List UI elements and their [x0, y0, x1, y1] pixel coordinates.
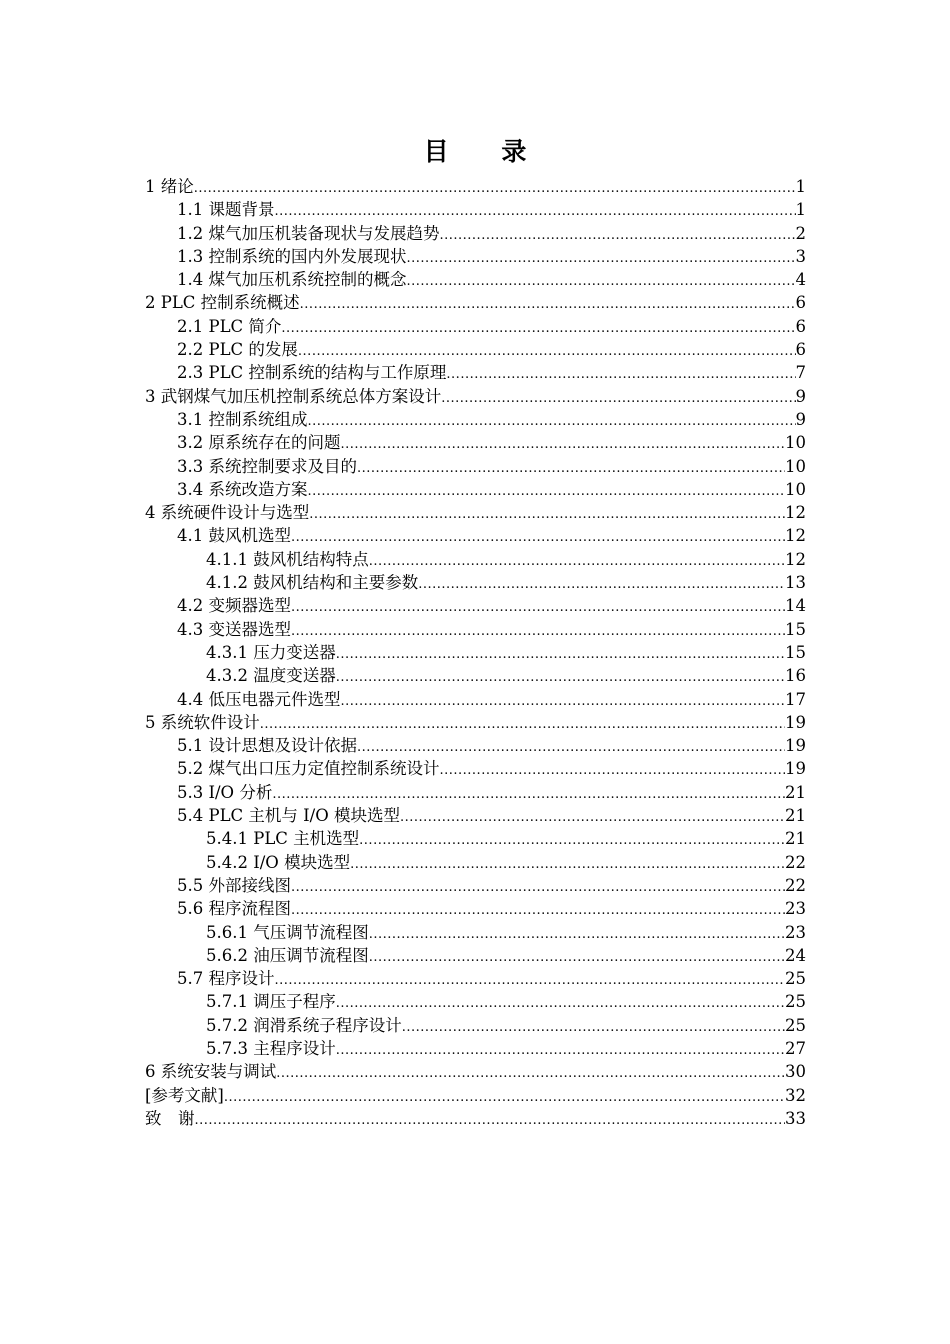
toc-entry[interactable] [145, 781, 806, 804]
toc-entry-label: 4.4 低压电器元件选型 [177, 689, 341, 709]
toc-entry[interactable] [145, 897, 806, 920]
toc-entry[interactable] [145, 268, 806, 291]
toc-dot-leader [291, 596, 785, 619]
toc-page-number: 12 [785, 549, 806, 569]
toc-entry-label: 2 PLC 控制系统概述 [145, 293, 300, 313]
toc-page-number: 9 [795, 386, 806, 406]
toc-entry[interactable] [145, 198, 806, 221]
toc-page-number: 3 [795, 246, 806, 266]
toc-dot-leader [281, 317, 795, 340]
toc-page-number: 15 [785, 619, 806, 639]
toc-entry[interactable] [145, 245, 806, 268]
toc-entry-label: 5.7.2 润滑系统子程序设计 [206, 1015, 402, 1035]
toc-dot-leader [341, 433, 786, 456]
toc-entry[interactable] [145, 455, 806, 478]
toc-entry[interactable] [145, 921, 806, 944]
toc-entry-label: 4.2 变频器选型 [177, 596, 291, 616]
toc-dot-leader [195, 1109, 786, 1132]
toc-entry[interactable] [145, 408, 806, 431]
toc-entry-label: 6 系统安装与调试 [145, 1062, 277, 1082]
toc-dot-leader [276, 1062, 785, 1085]
toc-page-number: 25 [785, 1015, 806, 1035]
toc-page-number: 9 [795, 409, 806, 429]
toc-entry[interactable] [145, 711, 806, 734]
toc-entry-label: 3.2 原系统存在的问题 [177, 433, 341, 453]
toc-page-number: 6 [795, 340, 806, 360]
toc-page-number: 19 [785, 759, 806, 779]
toc-entry-label: 1.4 煤气加压机系统控制的概念 [177, 270, 407, 290]
toc-page-number: 2 [795, 223, 806, 243]
toc-dot-leader [350, 853, 785, 876]
toc-dot-leader [336, 666, 785, 689]
toc-dot-leader [400, 806, 785, 829]
toc-entry-label: 4.1.1 鼓风机结构特点 [206, 549, 369, 569]
toc-entry[interactable] [145, 1107, 806, 1130]
toc-page-number: 23 [785, 922, 806, 942]
toc-entry[interactable] [145, 431, 806, 454]
toc-dot-leader [275, 969, 786, 992]
toc-entry-label: 1 绪论 [145, 177, 194, 196]
toc-page-number: 16 [785, 666, 806, 686]
toc-entry[interactable] [145, 944, 806, 967]
toc-page-number: 4 [795, 270, 806, 290]
toc-dot-leader [359, 829, 785, 852]
toc-entry-label: 5.6.2 油压调节流程图 [206, 945, 369, 965]
toc-entry-label: 5.5 外部接线图 [177, 875, 291, 895]
toc-page-number: 12 [785, 526, 806, 546]
toc-dot-leader [357, 457, 785, 480]
toc-entry-label: 2.2 PLC 的发展 [177, 340, 298, 360]
toc-page-number: 21 [785, 806, 806, 826]
toc-entry-label: 3.3 系统控制要求及目的 [177, 456, 357, 476]
toc-dot-leader [336, 992, 785, 1015]
toc-page-number: 1 [795, 177, 806, 196]
toc-entry[interactable] [145, 291, 806, 314]
toc-entry-label: 5.4 PLC 主机与 I/O 模块选型 [177, 806, 401, 826]
toc-dot-leader [291, 899, 785, 922]
toc-entry[interactable] [145, 1084, 806, 1107]
toc-entry-label: 4.3 变送器选型 [177, 619, 291, 639]
toc-page-number: 7 [795, 363, 806, 383]
toc-entry-label: 5.6.1 气压调节流程图 [206, 922, 369, 942]
toc-entry-label: 5.4.1 PLC 主机选型 [206, 829, 360, 849]
toc-entry-label: 5.7 程序设计 [177, 969, 275, 989]
toc-page-number: 10 [785, 456, 806, 476]
toc-page-number: 10 [785, 479, 806, 499]
toc-entry-label: 3.4 系统改造方案 [177, 479, 308, 499]
toc-entry[interactable] [145, 641, 806, 664]
toc-entry-label: 3.1 控制系统组成 [177, 409, 308, 429]
toc-dot-leader [309, 503, 785, 526]
toc-dot-leader [369, 946, 785, 969]
toc-dot-leader [275, 200, 796, 223]
toc-dot-leader [308, 480, 786, 503]
toc-entry[interactable] [145, 1037, 806, 1060]
toc-dot-leader [308, 410, 796, 433]
toc-dot-leader [341, 690, 786, 713]
toc-entry-label: 2.1 PLC 简介 [177, 316, 282, 336]
toc-entry[interactable] [145, 594, 806, 617]
toc-entry[interactable] [145, 501, 806, 524]
toc-entry-label: 4.1 鼓风机选型 [177, 526, 291, 546]
toc-dot-leader [440, 759, 786, 782]
toc-entry-label: 5.4.2 I/O 模块选型 [206, 852, 351, 872]
toc-dot-leader [298, 340, 796, 363]
toc-entry[interactable] [145, 571, 806, 594]
toc-entry-label: 5.6 程序流程图 [177, 899, 291, 919]
toc-entry[interactable] [145, 827, 806, 850]
toc-page-number: 32 [785, 1085, 806, 1105]
toc-dot-leader [336, 643, 785, 666]
toc-page-number: 30 [785, 1062, 806, 1082]
toc-page-number: 1 [795, 200, 806, 220]
toc-entry[interactable] [145, 524, 806, 547]
toc-entry-label: 4.1.2 鼓风机结构和主要参数 [206, 573, 419, 593]
toc-dot-leader [260, 713, 785, 736]
toc-dot-leader [291, 620, 785, 643]
toc-page-number: 14 [785, 596, 806, 616]
toc-dot-leader [441, 387, 795, 410]
toc-entry[interactable] [145, 664, 806, 687]
toc-entry[interactable] [145, 222, 806, 245]
toc-page-number: 10 [785, 433, 806, 453]
toc-entry[interactable] [145, 1060, 806, 1083]
toc-entry[interactable] [145, 548, 806, 571]
toc-dot-leader [291, 526, 785, 549]
toc-dot-leader [407, 270, 796, 293]
toc-entry[interactable] [145, 757, 806, 780]
toc-entry[interactable] [145, 338, 806, 361]
toc-entry[interactable] [145, 175, 806, 198]
toc-dot-leader [440, 224, 796, 247]
toc-entry-label: [参考文献] [145, 1085, 224, 1105]
toc-entry-label: 2.3 PLC 控制系统的结构与工作原理 [177, 363, 447, 383]
toc-entry[interactable] [145, 967, 806, 990]
toc-dot-leader [446, 363, 795, 386]
toc-dot-leader [272, 783, 785, 806]
toc-dot-leader [291, 876, 785, 899]
toc-page-number: 6 [795, 293, 806, 313]
toc-entry[interactable] [145, 874, 806, 897]
toc-page-number: 25 [785, 969, 806, 989]
toc-dot-leader [300, 293, 796, 316]
toc-page-number: 19 [785, 712, 806, 732]
toc-entry[interactable] [145, 618, 806, 641]
toc-entry-label: 4.3.2 温度变送器 [206, 666, 336, 686]
toc-dot-leader [194, 177, 796, 200]
toc-page-number: 22 [785, 852, 806, 872]
toc-entry-label: 5.7.3 主程序设计 [206, 1038, 336, 1058]
toc-dot-leader [418, 573, 785, 596]
toc-entry[interactable] [145, 1014, 806, 1037]
toc-dot-leader [369, 923, 785, 946]
toc-entry[interactable] [145, 361, 806, 384]
toc-page-number: 25 [785, 992, 806, 1012]
toc-entry[interactable] [145, 385, 806, 408]
toc-page-number: 21 [785, 782, 806, 802]
toc-dot-leader [336, 1039, 785, 1062]
toc-dot-leader [357, 736, 785, 759]
toc-entry-label: 4 系统硬件设计与选型 [145, 503, 310, 523]
toc-page-number: 27 [785, 1038, 806, 1058]
toc-entry[interactable] [145, 804, 806, 827]
toc-entry[interactable] [145, 315, 806, 338]
toc-page-number: 33 [785, 1108, 806, 1128]
toc-title: 目 录 [423, 137, 549, 166]
toc-dot-leader [224, 1086, 785, 1109]
toc-entry-label: 5.1 设计思想及设计依据 [177, 736, 357, 756]
toc-entry-label: 3 武钢煤气加压机控制系统总体方案设计 [145, 386, 442, 406]
toc-entry-label: 1.2 煤气加压机装备现状与发展趋势 [177, 223, 440, 243]
toc-entry-label: 4.3.1 压力变送器 [206, 642, 336, 662]
toc-page-number: 13 [785, 573, 806, 593]
toc-page-number: 17 [785, 689, 806, 709]
toc-page-number: 15 [785, 642, 806, 662]
toc-page-number: 22 [785, 875, 806, 895]
toc-entry-label: 5 系统软件设计 [145, 712, 260, 732]
toc-page-number: 21 [785, 829, 806, 849]
toc-entry[interactable] [145, 478, 806, 501]
toc-entry-label: 1.3 控制系统的国内外发展现状 [177, 246, 407, 266]
toc-entry-label: 致 谢 [145, 1108, 195, 1128]
table-of-contents [145, 175, 806, 1130]
toc-dot-leader [369, 550, 785, 573]
toc-entry-label: 5.3 I/O 分析 [177, 782, 273, 802]
toc-entry[interactable] [145, 688, 806, 711]
toc-dot-leader [407, 247, 796, 270]
toc-entry-label: 5.2 煤气出口压力定值控制系统设计 [177, 759, 440, 779]
toc-entry-label: 1.1 课题背景 [177, 200, 275, 220]
toc-page-number: 23 [785, 899, 806, 919]
toc-entry[interactable] [145, 734, 806, 757]
toc-entry[interactable] [145, 851, 806, 874]
toc-page-number: 12 [785, 503, 806, 523]
toc-entry-label: 5.7.1 调压子程序 [206, 992, 336, 1012]
toc-page-number: 24 [785, 945, 806, 965]
toc-dot-leader [402, 1016, 785, 1039]
toc-page-number: 6 [795, 316, 806, 336]
toc-page-number: 19 [785, 736, 806, 756]
toc-entry[interactable] [145, 990, 806, 1013]
